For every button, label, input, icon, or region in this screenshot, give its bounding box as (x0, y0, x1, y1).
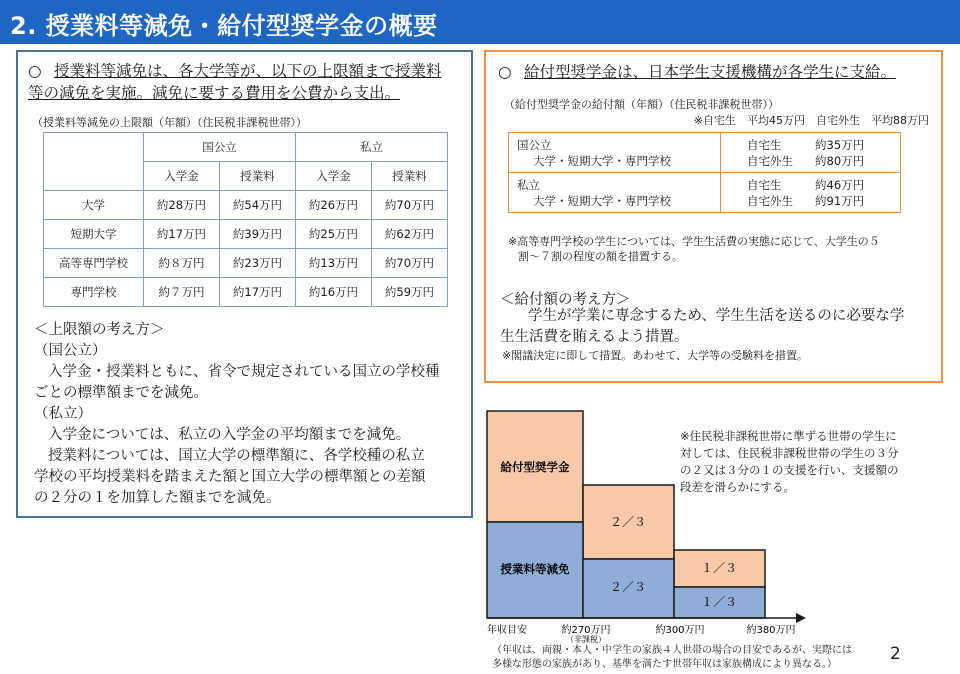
header-tuition: 授業料 (372, 162, 448, 191)
page-number: 2 (890, 644, 901, 664)
bullet-circle: ○ (28, 62, 42, 80)
tuition-headline: ○ 授業料等減免は、各大学等が、以下の上限額まで授業料 等の減免を実施。減免に要する費用を公費から支出。 (28, 62, 442, 102)
header-tuition: 授業料 (220, 162, 296, 191)
income-footnote: （年収は、両親・本人・中学生の家族４人世帯の場合の目安であるが、実際には 多様な形態の家族があり、基準を満たす世帯年収は家族構成により異なる。） (492, 645, 852, 670)
transition-note: ※住民税非課税世帯に準ずる世帯の学生に 対しては、住民税非課税世帯の学生の３分 の２又は３分の１の支援を行い、支援額の 段差を滑らかにする。 (680, 429, 899, 494)
scholarship-headline: ○ 給付型奨学金は、日本学生支援機構が各学生に支給。 (498, 63, 897, 81)
page-title: 2. 授業料等減免・給付型奨学金の概要 (10, 12, 438, 40)
rules-title: ＜上限額の考え方＞ (34, 322, 165, 338)
axis-tick-label: 約300万円 (655, 625, 705, 636)
axis-tick-label: 約270万円 (561, 625, 611, 636)
private-label: （私立） (34, 406, 92, 422)
label-tuition: 授業料等減免 (500, 562, 570, 576)
tuition-table-caption: （授業料等減免の上限額（年額）（住民税非課税世帯）） (32, 116, 307, 129)
scholarship-table (508, 132, 901, 213)
table-row: 私立 大学・短期大学・専門学校 自宅生 約46万円 自宅外生 約91万円 (509, 173, 901, 213)
axis-arrow-icon (796, 613, 806, 623)
cap-rules: ＜上限額の考え方＞ （国公立） 入学金・授業料ともに、省令で規定されている国立の学校種 ごとの標準額までを減免。 （私立） 入学金については、私立の入学金の平均額までを減免。 授業料については、国立大学の標準額に、各学校種の私立 学校の平均授業料を踏まえた額と国立大学の標準額との差額 の２分の１を加算した額までを減免。 (34, 320, 464, 509)
fraction-label: １／３ (700, 595, 738, 609)
axis-tick-sublabel: （非課税） (566, 635, 606, 644)
header-entrance: 入学金 (296, 162, 372, 191)
grant-idea-note: ※閣議決定に即して措置。あわせて、大学等の受験料を措置。 (502, 349, 808, 362)
grant-idea-text: 学生が学業に専念するため、学生生活を送るのに必要な学 生生活費を賄えるよう措置。 (500, 308, 905, 345)
tuition-cap-table (43, 132, 448, 307)
average-note: ※自宅生 平均45万円 自宅外生 平均88万円 (693, 114, 929, 127)
grant-idea-title: ＜給付額の考え方＞ (500, 292, 631, 308)
kosen-footnote: ※高等専門学校の学生については、学生生活費の実態に応じて、大学生の５ 割～７割の程度の額を措置する。 (508, 235, 880, 263)
header-public: 国公立 (144, 133, 296, 162)
public-label: （国公立） (34, 343, 107, 359)
tuition-reduction-panel (16, 50, 473, 518)
fraction-label: ２／３ (609, 515, 647, 529)
scholarship-panel (484, 50, 943, 383)
table-row: 高等専門学校 約８万円 約23万円 約13万円 約70万円 (44, 249, 448, 278)
table-row: 短期大学 約17万円 約39万円 約25万円 約62万円 (44, 220, 448, 249)
fraction-label: １／３ (700, 561, 738, 575)
table-row: 専門学校 約７万円 約17万円 約16万円 約59万円 (44, 278, 448, 307)
table-row: 国公立 大学・短期大学・専門学校 自宅生 約35万円 自宅外生 約80万円 (509, 133, 901, 173)
axis-tick-label: 約380万円 (746, 625, 796, 636)
axis-origin-label: 年収目安 (487, 625, 527, 636)
support-step-diagram (470, 400, 960, 674)
bullet-circle: ○ (498, 63, 512, 81)
table-row: 大学 約28万円 約54万円 約26万円 約70万円 (44, 191, 448, 220)
header-private: 私立 (296, 133, 448, 162)
fraction-label: ２／３ (609, 580, 647, 594)
label-grant: 給付型奨学金 (500, 460, 570, 474)
header-entrance: 入学金 (144, 162, 220, 191)
title-bar (0, 0, 960, 44)
scholarship-caption: （給付型奨学金の給付額（年額）（住民税非課税世帯）） (504, 98, 779, 111)
